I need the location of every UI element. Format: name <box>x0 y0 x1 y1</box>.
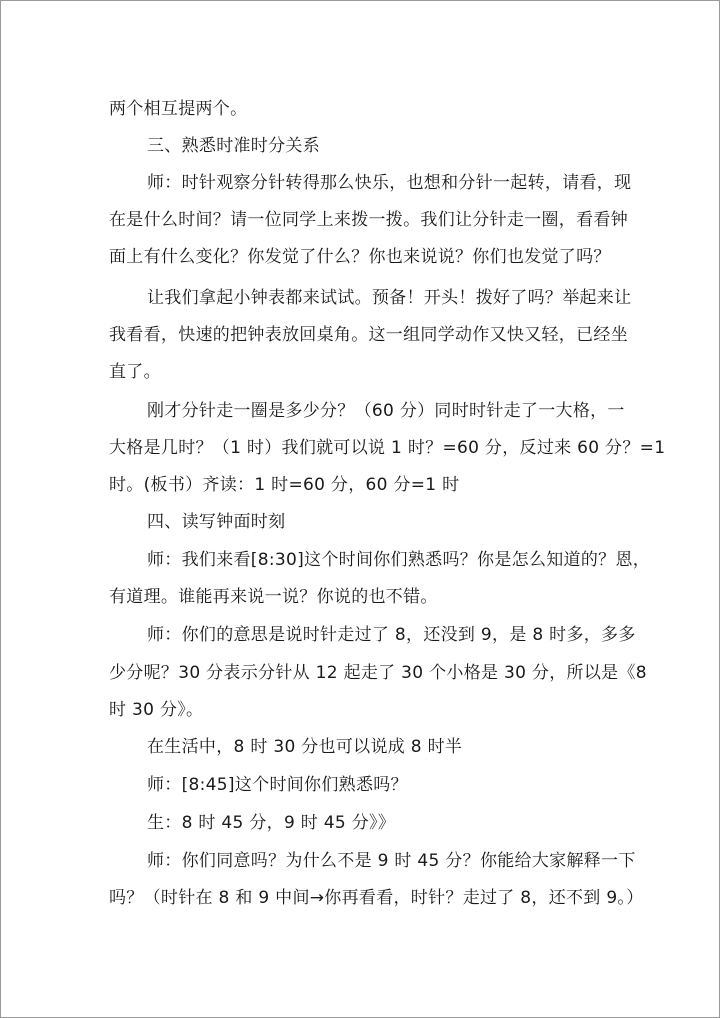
section-heading: 四、读写钟面时刻 <box>147 512 286 532</box>
text-line: 师：我们来看[8:30]这个时间你们熟悉吗？你是怎么知道的？恩， <box>147 550 651 570</box>
text-line: 在是什么时间？请一位同学上来拨一拨。我们让分针走一圈，看看钟 <box>109 210 628 230</box>
text-line: 有道理。谁能再来说一说？你说的也不错。 <box>109 587 438 607</box>
text-line: 师：时针观察分针转得那么快乐，也想和分针一起转，请看，现 <box>147 173 632 193</box>
text-line: 两个相互提两个。 <box>109 99 248 119</box>
text-line: 时。(板书）齐读：1 时=60 分，60 分=1 时 <box>109 475 460 495</box>
text-line: 大格是几时？（1 时）我们就可以说 1 时？=60 分，反过来 60 分？=1 <box>109 438 666 458</box>
text-line: 面上有什么变化？你发觉了什么？你也来说说？你们也发觉了吗？ <box>109 247 611 267</box>
text-line: 我看看，快速的把钟表放回桌角。这一组同学动作又快又轻，已经坐 <box>109 325 628 345</box>
text-line: 生：8 时 45 分，9 时 45 分》》 <box>147 813 396 833</box>
text-line: 吗？（时针在 8 和 9 中间→你再看看，时针？走过了 8，还不到 9。） <box>109 888 644 908</box>
text-line: 师：[8:45]这个时间你们熟悉吗？ <box>147 775 408 795</box>
text-line: 师：你们同意吗？为什么不是 9 时 45 分？你能给大家解释一下 <box>147 851 636 871</box>
text-line: 让我们拿起小钟表都来试试。预备！开头！拨好了吗？举起来让 <box>147 288 632 308</box>
text-line: 少分呢？30 分表示分针从 12 起走了 30 个小格是 30 分，所以是《8 <box>109 663 647 683</box>
text-line: 师：你们的意思是说时针走过了 8，还没到 9，是 8 时多，多多 <box>147 625 636 645</box>
text-line: 刚才分针走一圈是多少分？（60 分）同时时针走了一大格，一 <box>147 401 625 421</box>
text-line: 直了。 <box>109 362 161 382</box>
text-line: 在生活中，8 时 30 分也可以说成 8 时半 <box>147 737 463 757</box>
section-heading: 三、熟悉时准时分关系 <box>147 136 320 156</box>
text-line: 时 30 分》。 <box>109 700 204 720</box>
